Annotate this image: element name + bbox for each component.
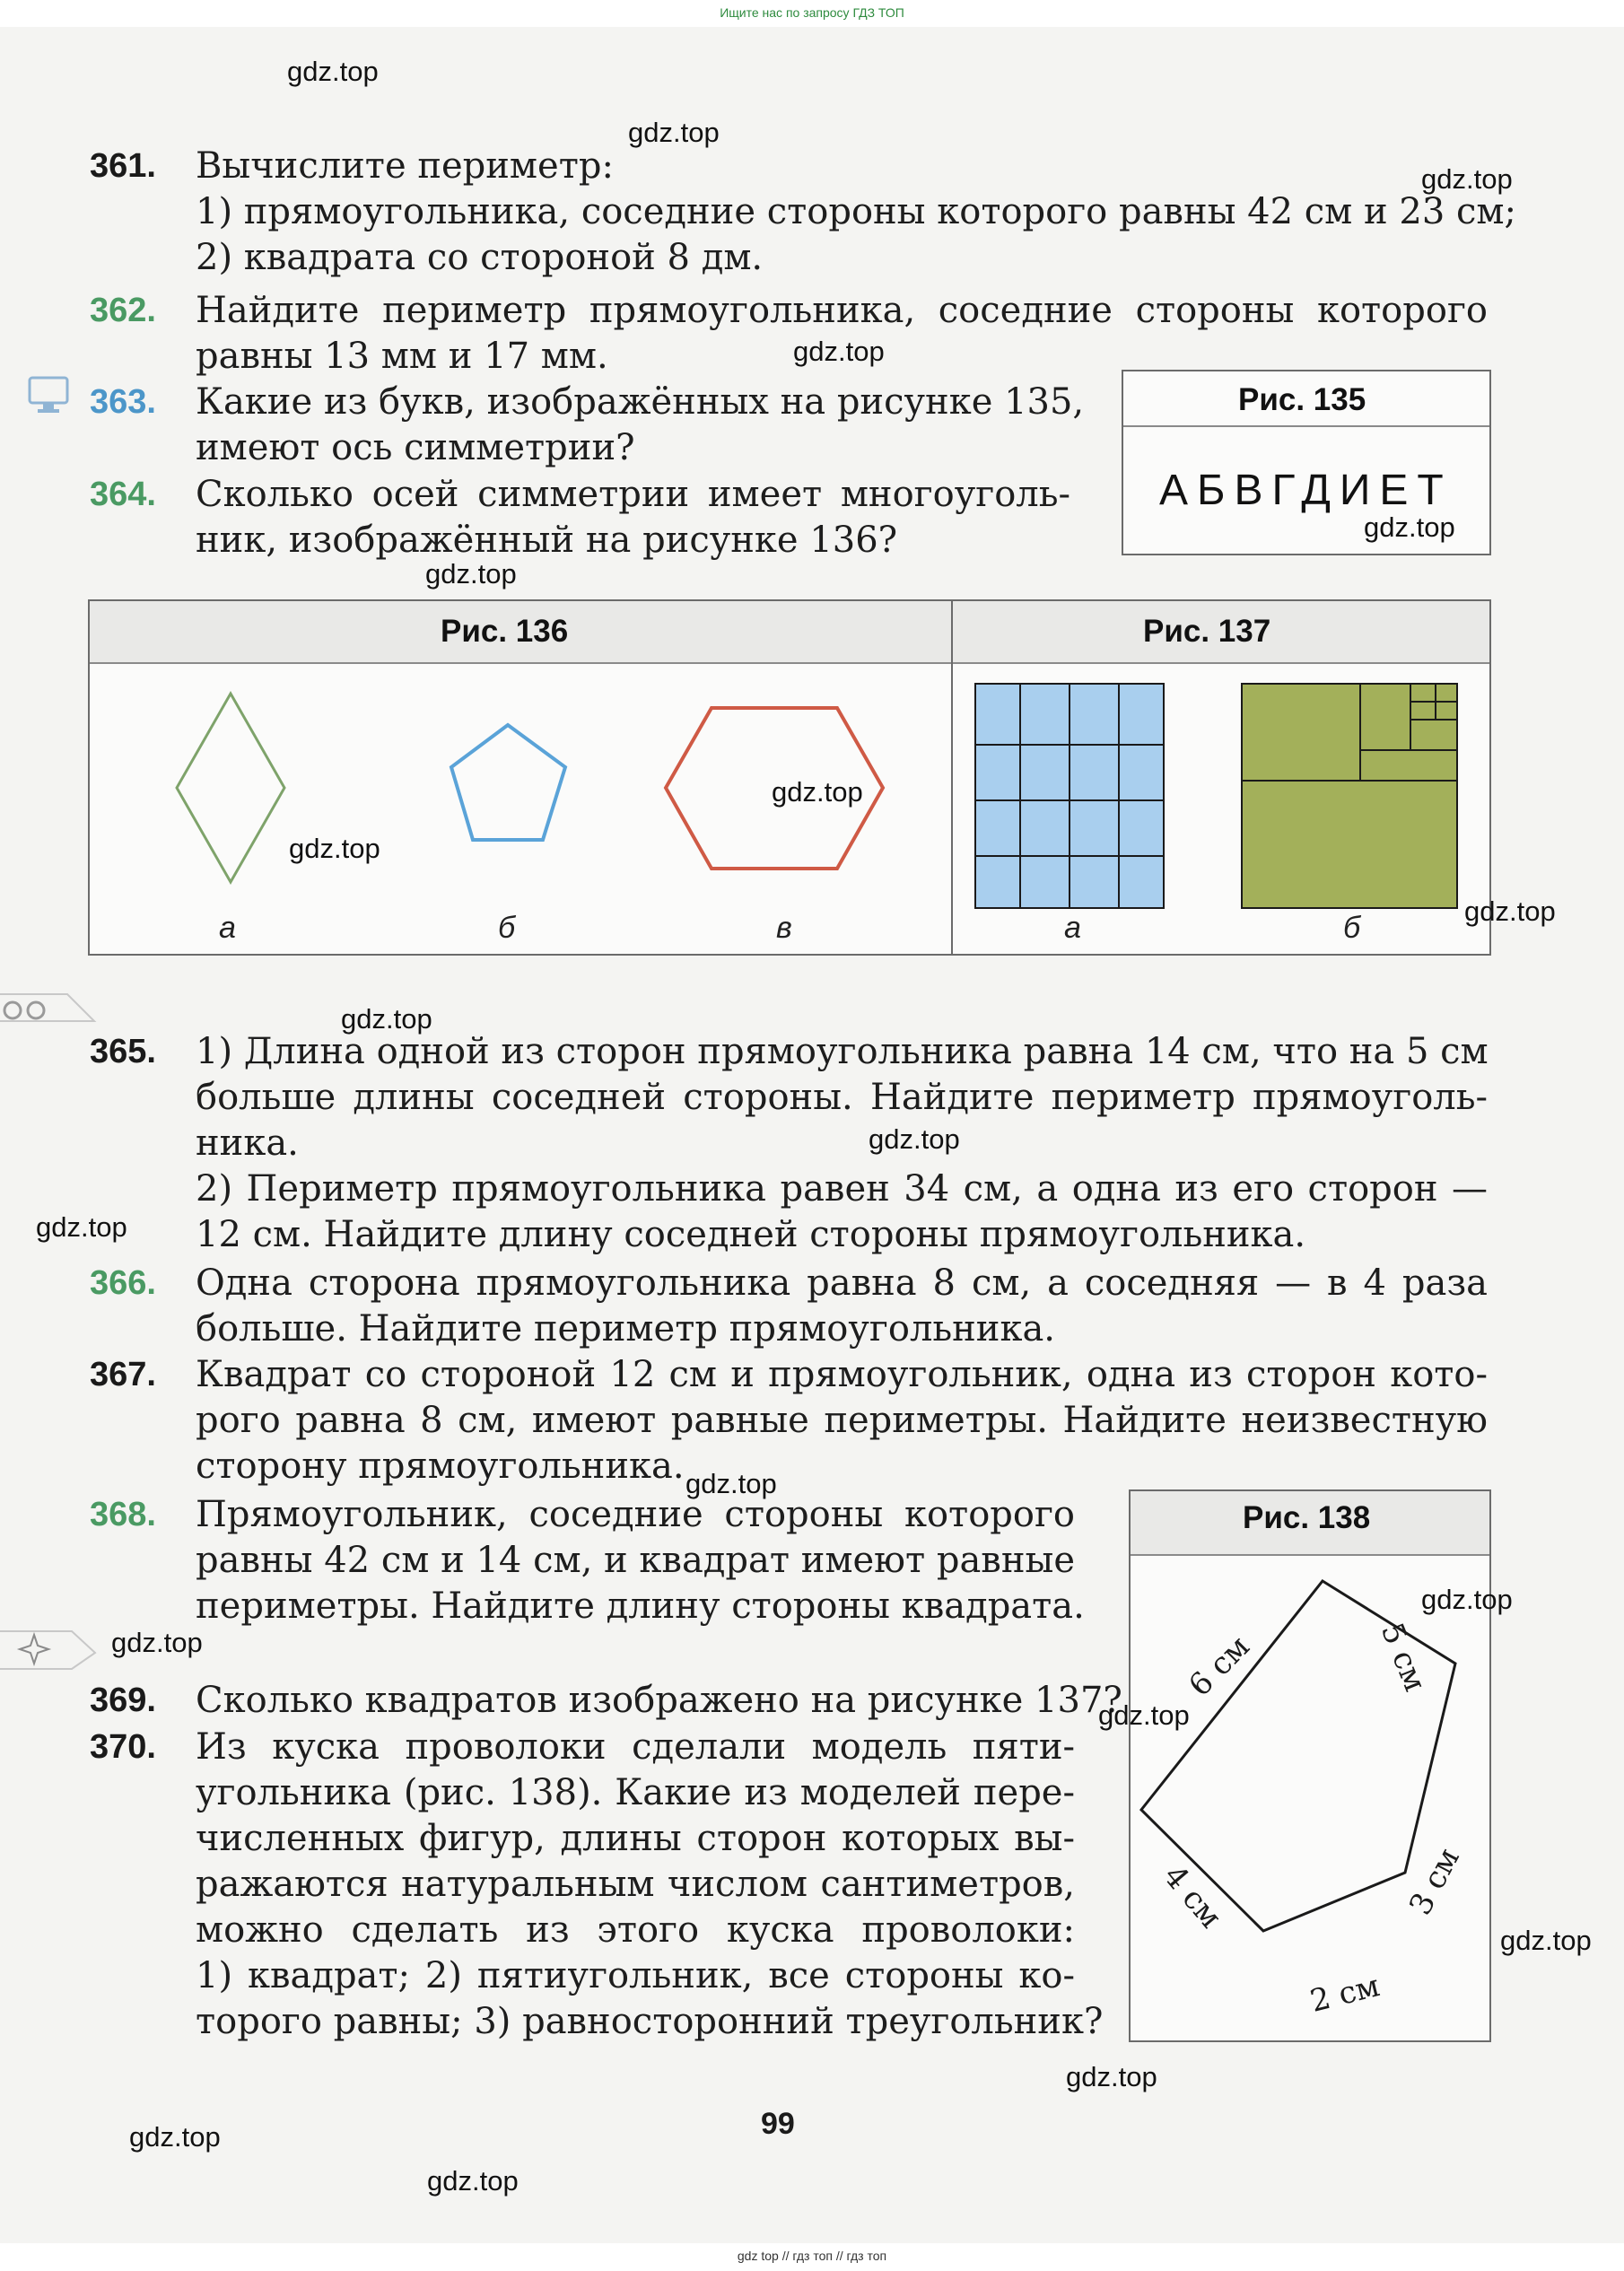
exercise-text-line: ник, изображённый на рисунке 136?: [196, 520, 898, 561]
exercise-367: [90, 1352, 1488, 1489]
figure-136: [88, 599, 1072, 956]
exercise-text-line: больше. Найдите периметр прямоугольника.: [196, 1308, 1056, 1349]
exercise-text-line: 1) прямоугольника, соседние стороны которого равны 42 см и 23 см;: [196, 191, 1516, 232]
figure-138-title: Рис. 138: [1243, 1500, 1371, 1535]
watermark: gdz.top: [129, 2121, 221, 2153]
exercise-number: 365.: [90, 1033, 156, 1070]
sparkle-icon: [0, 1626, 99, 1671]
exercise-text-line: Сколько квадратов изображено на рисунке 137?: [196, 1680, 1122, 1721]
blue-square-grid: [975, 684, 1164, 908]
exercise-text-line: 12 см. Найдите длину соседней стороны прямоугольника.: [196, 1214, 1306, 1255]
watermark: gdz.top: [1098, 1699, 1190, 1731]
figure-137-label-b: б: [1343, 911, 1361, 945]
watermark: gdz.top: [869, 1123, 960, 1155]
figure-138: [1129, 1489, 1491, 2042]
pentagon-shape: [451, 725, 565, 840]
figure-137: [951, 599, 1491, 956]
exercise-370: [90, 1725, 1104, 2045]
exercise-text-line: можно сделать из этого куска проволоки:: [196, 1909, 1075, 1951]
watermark: gdz.top: [1464, 895, 1556, 927]
figure-136-title: Рис. 136: [441, 614, 569, 649]
watermark: gdz.top: [793, 336, 885, 367]
exercise-text-line: Одна сторона прямоугольника равна 8 см, а соседняя — в 4 раза: [196, 1262, 1488, 1304]
watermark: gdz.top: [427, 2165, 519, 2197]
watermark: gdz.top: [111, 1627, 203, 1658]
figure-136-label-c: в: [776, 911, 792, 945]
exercise-number: 370.: [90, 1728, 156, 1766]
figure-136-drawing: [90, 601, 1070, 954]
exercise-text-line: равны 13 мм и 17 мм.: [196, 336, 608, 377]
watermark: gdz.top: [1500, 1925, 1592, 1956]
exercise-number: 367.: [90, 1356, 156, 1393]
exercise-text-line: Вычислите периметр:: [196, 145, 614, 187]
exercise-text-line: численных фигур, длины сторон которых вы-: [196, 1818, 1075, 1859]
green-square-grid: [1242, 684, 1457, 908]
exercise-number: 361.: [90, 147, 156, 185]
side-label-6cm: 6 см: [1182, 1629, 1257, 1704]
glasses-icon: [0, 985, 99, 1030]
exercise-369: [90, 1678, 1122, 1724]
side-label-4cm: 4 см: [1156, 1858, 1229, 1935]
exercise-text-line: рого равна 8 см, имеют равные периметры. Найдите неизвестную: [196, 1400, 1488, 1441]
exercise-number: 363.: [90, 383, 156, 421]
exercise-text-line: имеют ось симметрии?: [196, 427, 635, 468]
figure-135-title: Рис. 135: [1238, 382, 1366, 417]
watermark: gdz.top: [36, 1211, 127, 1243]
side-label-5cm: 5 см: [1373, 1618, 1434, 1697]
exercise-text-line: Сколько осей симметрии имеет многоуголь-: [196, 474, 1070, 515]
figure-136-label-b: б: [498, 911, 516, 945]
figure-136-label-a: а: [219, 911, 236, 945]
exercise-368: [90, 1492, 1085, 1629]
exercise-number: 366.: [90, 1264, 156, 1302]
computer-icon: [27, 375, 70, 415]
rhombus-shape: [177, 694, 284, 882]
side-label-2cm: 2 см: [1306, 1968, 1384, 2020]
exercise-text-line: Квадрат со стороной 12 см и прямоугольник, одна из сторон кото-: [196, 1354, 1488, 1395]
exercise-361: [90, 144, 1516, 281]
exercise-number: 362.: [90, 292, 156, 329]
side-label-3cm: 3 см: [1402, 1842, 1467, 1921]
exercise-number: 364.: [90, 476, 156, 513]
figure-137-drawing: [953, 601, 1489, 954]
exercise-text-line: периметры. Найдите длину стороны квадрата.: [196, 1585, 1085, 1627]
header-note: Ищите нас по запросу ГДЗ ТОП: [720, 5, 904, 20]
exercise-text-line: торого равны; 3) равносторонний треугольник?: [196, 2001, 1104, 2042]
exercise-text-line: ражаются натуральным числом сантиметров,: [196, 1864, 1075, 1905]
watermark: gdz.top: [425, 558, 517, 590]
watermark: gdz.top: [341, 1003, 432, 1035]
exercise-366: [90, 1261, 1488, 1352]
page-number: 99: [761, 2107, 795, 2141]
exercise-text-line: угольника (рис. 138). Какие из моделей пере-: [196, 1772, 1075, 1813]
exercise-text-line: Найдите периметр прямоугольника, соседние стороны которого: [196, 290, 1488, 331]
watermark: gdz.top: [685, 1468, 777, 1499]
watermark: gdz.top: [1421, 1584, 1513, 1615]
watermark: gdz.top: [287, 56, 379, 87]
figure-135-letters: АБВГДИЕТ: [1159, 467, 1453, 514]
exercise-text-line: 2) квадрата со стороной 8 дм.: [196, 237, 764, 278]
exercise-text-line: Какие из букв, изображённых на рисунке 135,: [196, 381, 1085, 423]
exercise-text-line: Из куска проволоки сделали модель пяти-: [196, 1726, 1075, 1768]
exercise-text-line: 2) Периметр прямоугольника равен 34 см, а одна из его сторон —: [196, 1168, 1488, 1210]
exercise-363: [90, 380, 1085, 471]
exercise-text-line: равны 42 см и 14 см, и квадрат имеют равные: [196, 1540, 1075, 1581]
exercise-number: 369.: [90, 1681, 156, 1719]
exercise-text-line: 1) квадрат; 2) пятиугольник, все стороны ко-: [196, 1955, 1075, 1996]
footer-note: gdz top // гдз топ // гдз топ: [737, 2249, 887, 2263]
watermark: gdz.top: [772, 776, 863, 808]
watermark: gdz.top: [1421, 163, 1513, 195]
exercise-text-line: 1) Длина одной из сторон прямоугольника равна 14 см, что на 5 см: [196, 1031, 1489, 1072]
pentagon-wire-model: [1131, 1491, 1489, 2040]
figure-title-divider: [1123, 425, 1489, 427]
figure-137-label-a: а: [1064, 911, 1081, 945]
exercise-number: 368.: [90, 1496, 156, 1533]
exercise-text-line: Прямоугольник, соседние стороны которого: [196, 1494, 1075, 1535]
exercise-365: [90, 1029, 1489, 1258]
exercise-text-line: больше длины соседней стороны. Найдите периметр прямоуголь-: [196, 1077, 1488, 1118]
figure-137-title: Рис. 137: [1143, 614, 1271, 649]
watermark: gdz.top: [1066, 2061, 1157, 2092]
watermark: gdz.top: [1364, 511, 1455, 543]
exercise-364: [90, 472, 1070, 563]
watermark: gdz.top: [289, 833, 380, 864]
watermark: gdz.top: [628, 117, 720, 148]
exercise-text-line: ника.: [196, 1122, 299, 1164]
exercise-text-line: сторону прямоугольника.: [196, 1446, 685, 1487]
